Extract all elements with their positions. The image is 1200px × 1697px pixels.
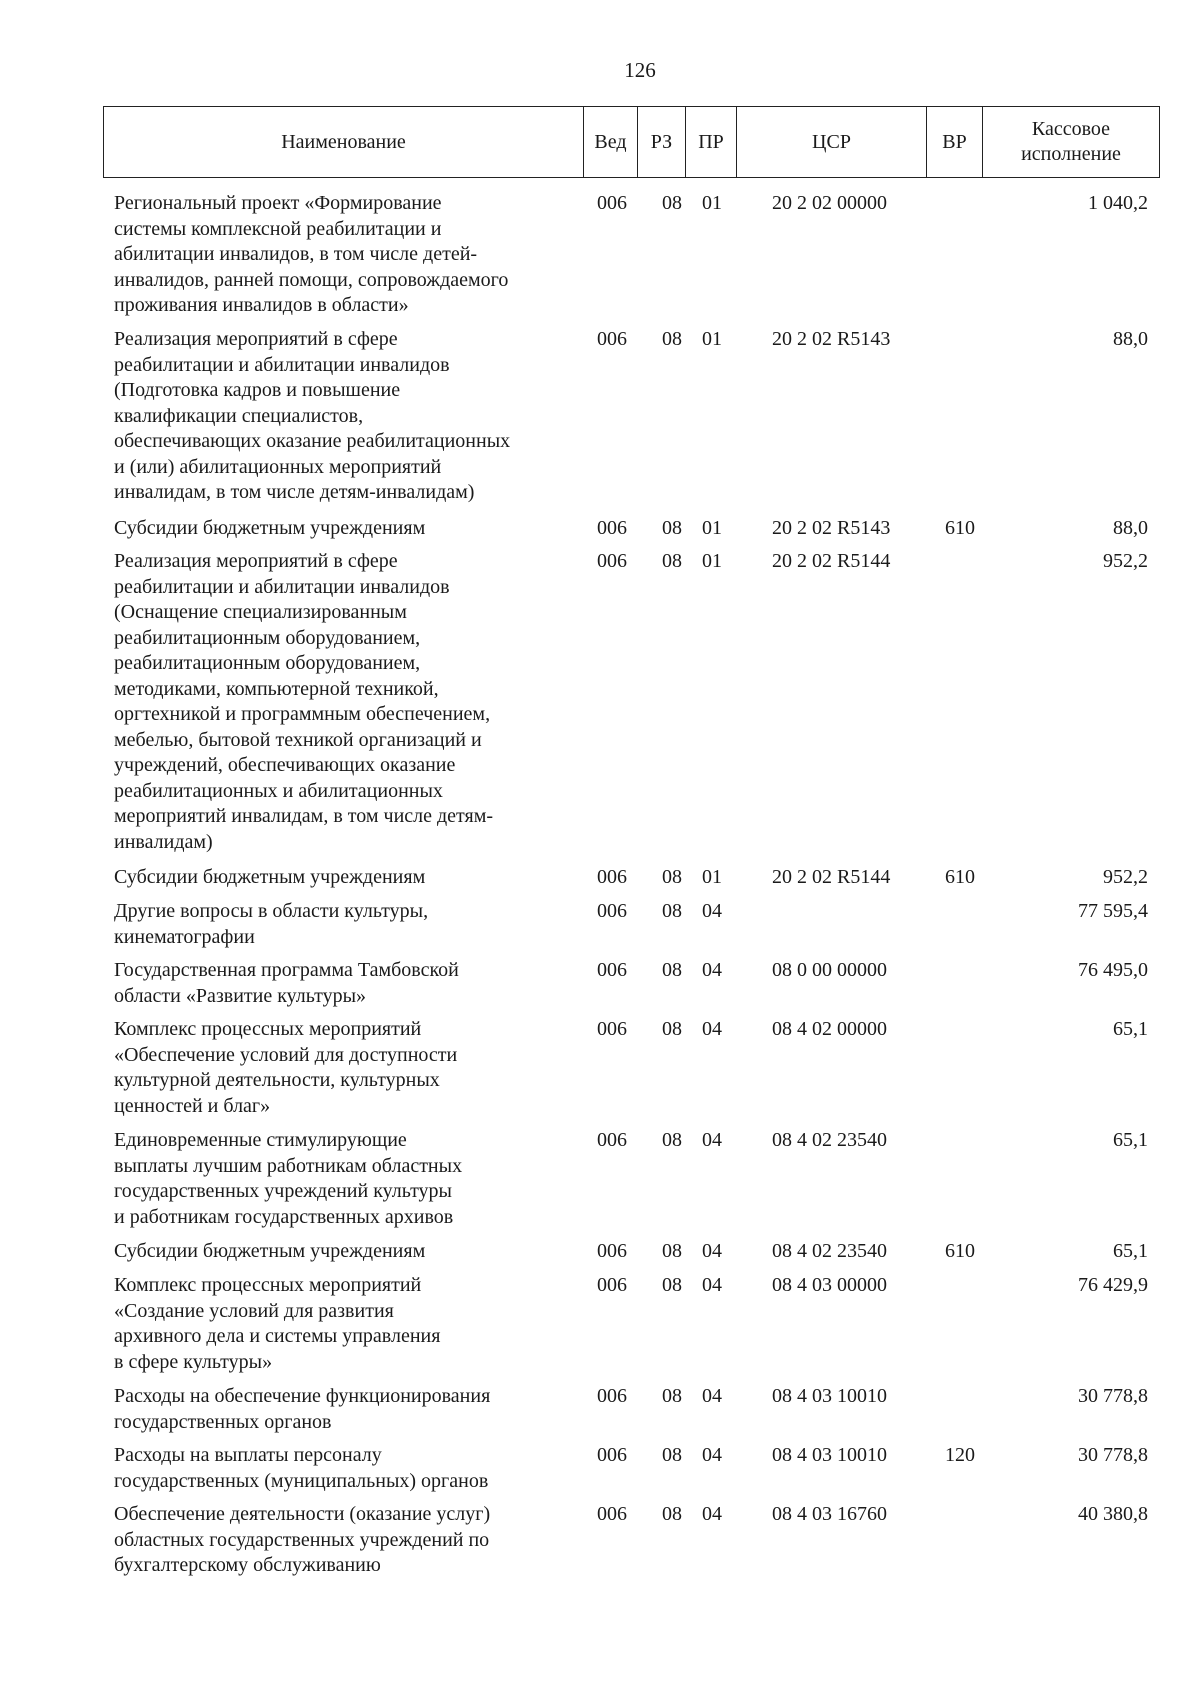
header-ved: Вед <box>584 107 638 178</box>
row-name <box>114 958 574 1009</box>
row-rz: 08 <box>662 1274 682 1296</box>
row-name-line: учреждений, обеспечивающих оказание <box>114 754 456 776</box>
row-pr: 04 <box>702 1444 722 1466</box>
row-csr: 08 0 00 00000 <box>772 959 887 981</box>
row-name <box>114 1128 574 1230</box>
row-name <box>114 1384 574 1435</box>
row-ved: 006 <box>597 900 627 922</box>
row-ved: 006 <box>597 866 627 888</box>
row-csr: 08 4 02 00000 <box>772 1018 887 1040</box>
row-name-line: (Подготовка кадров и повышение <box>114 379 401 401</box>
row-csr: 20 2 02 R5143 <box>772 517 891 539</box>
row-name-line: квалификации специалистов, <box>114 404 364 427</box>
row-amount: 1 040,2 <box>1088 192 1148 214</box>
row-name-line: реабилитации и абилитации инвалидов <box>114 575 450 598</box>
row-name-line: Единовременные стимулирующие <box>114 1129 407 1151</box>
row-name <box>114 1273 574 1375</box>
row-pr: 01 <box>702 517 722 539</box>
row-pr: 01 <box>702 866 722 888</box>
row-amount: 30 778,8 <box>1078 1444 1148 1466</box>
row-name <box>114 1443 574 1494</box>
row-name <box>114 899 574 950</box>
row-rz: 08 <box>662 1240 682 1262</box>
row-name-line: Субсидии бюджетным учреждениям <box>114 866 426 888</box>
row-name-line: архивного дела и системы управления <box>114 1325 441 1347</box>
row-ved: 006 <box>597 1018 627 1040</box>
row-name <box>114 1017 574 1119</box>
row-name-line: Субсидии бюджетным учреждениям <box>114 517 426 539</box>
row-csr: 08 4 03 10010 <box>772 1444 887 1466</box>
row-rz: 08 <box>662 1444 682 1466</box>
row-name-line: государственных учреждений культуры <box>114 1180 452 1202</box>
row-pr: 04 <box>702 1240 722 1262</box>
row-name-line: инвалидам) <box>114 830 213 853</box>
row-amount: 952,2 <box>1103 866 1148 888</box>
header-name: Наименование <box>104 107 584 178</box>
row-name-line: проживания инвалидов в области» <box>114 294 409 316</box>
page-number: 126 <box>624 58 656 82</box>
row-ved: 006 <box>597 517 627 539</box>
row-name-line: и работникам государственных архивов <box>114 1205 454 1228</box>
row-amount: 30 778,8 <box>1078 1385 1148 1407</box>
row-name-line: в сфере культуры» <box>114 1350 273 1373</box>
row-csr: 08 4 02 23540 <box>772 1240 887 1262</box>
row-name-line: «Обеспечение условий для доступности <box>114 1043 458 1066</box>
row-name-line: и (или) абилитационных мероприятий <box>114 455 442 478</box>
row-pr: 01 <box>702 550 722 572</box>
row-amount: 76 429,9 <box>1078 1274 1148 1296</box>
row-amount: 65,1 <box>1113 1129 1148 1151</box>
row-name-line: Региональный проект «Формирование <box>114 192 442 214</box>
row-name <box>114 516 574 542</box>
row-name-line: (Оснащение специализированным <box>114 601 407 623</box>
row-name <box>114 191 574 319</box>
row-name-line: обеспечивающих оказание реабилитационных <box>114 430 511 452</box>
row-name-line: Реализация мероприятий в сфере <box>114 328 398 350</box>
row-pr: 01 <box>702 328 722 350</box>
row-csr: 20 2 02 R5144 <box>772 550 891 572</box>
row-name-line: Реализация мероприятий в сфере <box>114 550 398 572</box>
row-rz: 08 <box>662 1385 682 1407</box>
row-name-line: реабилитационных и абилитационных <box>114 779 443 802</box>
row-name <box>114 1239 574 1265</box>
row-pr: 04 <box>702 900 722 922</box>
row-rz: 08 <box>662 1129 682 1151</box>
row-name-line: Комплекс процессных мероприятий <box>114 1274 422 1296</box>
row-name <box>114 865 574 891</box>
row-name-line: областных государственных учреждений по <box>114 1528 490 1551</box>
row-name-line: инвалидам, в том числе детям-инвалидам) <box>114 481 475 503</box>
row-name-line: оргтехникой и программным обеспечением, <box>114 703 491 725</box>
row-pr: 04 <box>702 959 722 981</box>
row-name-line: Комплекс процессных мероприятий <box>114 1018 422 1040</box>
row-name-line: реабилитации и абилитации инвалидов <box>114 353 450 376</box>
row-amount: 88,0 <box>1113 328 1148 350</box>
row-name-line: ценностей и благ» <box>114 1094 271 1117</box>
header-csr: ЦСР <box>737 107 927 178</box>
row-ved: 006 <box>597 959 627 981</box>
header-pr: ПР <box>686 107 737 178</box>
row-name-line: реабилитационным оборудованием, <box>114 626 421 649</box>
row-vr: 120 <box>945 1444 975 1466</box>
row-name-line: абилитации инвалидов, в том числе детей- <box>114 243 478 265</box>
row-name-line: выплаты лучшим работникам областных <box>114 1154 463 1177</box>
row-vr: 610 <box>945 517 975 539</box>
row-ved: 006 <box>597 1129 627 1151</box>
row-pr: 04 <box>702 1274 722 1296</box>
header-rz: РЗ <box>638 107 686 178</box>
row-rz: 08 <box>662 1018 682 1040</box>
row-rz: 08 <box>662 959 682 981</box>
row-ved: 006 <box>597 550 627 572</box>
row-ved: 006 <box>597 1274 627 1296</box>
row-rz: 08 <box>662 517 682 539</box>
row-name-line: Расходы на обеспечение функционирования <box>114 1385 491 1407</box>
row-rz: 08 <box>662 866 682 888</box>
row-name-line: реабилитационным оборудованием, <box>114 652 421 674</box>
row-amount: 952,2 <box>1103 550 1148 572</box>
row-ved: 006 <box>597 192 627 214</box>
row-name-line: инвалидов, ранней помощи, сопровождаемого <box>114 268 509 291</box>
row-name-line: мебелью, бытовой техникой организаций и <box>114 728 482 751</box>
row-pr: 04 <box>702 1129 722 1151</box>
row-rz: 08 <box>662 1503 682 1525</box>
row-ved: 006 <box>597 1385 627 1407</box>
row-amount: 65,1 <box>1113 1018 1148 1040</box>
row-csr: 08 4 03 10010 <box>772 1385 887 1407</box>
row-name-line: Расходы на выплаты персоналу <box>114 1444 382 1466</box>
row-name-line: кинематографии <box>114 925 255 948</box>
row-ved: 006 <box>597 1444 627 1466</box>
row-name-line: «Создание условий для развития <box>114 1299 394 1322</box>
row-name-line: системы комплексной реабилитации и <box>114 217 442 240</box>
header-amount-line1: Кассовое <box>1031 118 1111 140</box>
row-name-line: государственных органов <box>114 1410 332 1433</box>
row-csr: 20 2 02 R5144 <box>772 866 891 888</box>
row-pr: 04 <box>702 1385 722 1407</box>
row-csr: 08 4 02 23540 <box>772 1129 887 1151</box>
row-rz: 08 <box>662 192 682 214</box>
row-amount: 65,1 <box>1113 1240 1148 1262</box>
row-name-line: культурной деятельности, культурных <box>114 1069 440 1091</box>
row-ved: 006 <box>597 1240 627 1262</box>
row-name-line: мероприятий инвалидам, в том числе детям- <box>114 805 494 827</box>
row-csr: 08 4 03 00000 <box>772 1274 887 1296</box>
row-vr: 610 <box>945 866 975 888</box>
row-csr: 08 4 03 16760 <box>772 1503 887 1525</box>
row-pr: 04 <box>702 1018 722 1040</box>
row-amount: 76 495,0 <box>1078 959 1148 981</box>
row-amount: 77 595,4 <box>1078 900 1148 922</box>
row-amount: 40 380,8 <box>1078 1503 1148 1525</box>
row-name-line: государственных (муниципальных) органов <box>114 1469 489 1492</box>
row-name-line: Другие вопросы в области культуры, <box>114 900 429 922</box>
row-name-line: Обеспечение деятельности (оказание услуг) <box>114 1503 491 1525</box>
row-name-line: Государственная программа Тамбовской <box>114 959 459 981</box>
row-rz: 08 <box>662 900 682 922</box>
row-pr: 04 <box>702 1503 722 1525</box>
row-name-line: бухгалтерскому обслуживанию <box>114 1554 381 1576</box>
row-csr: 20 2 02 00000 <box>772 192 887 214</box>
row-vr: 610 <box>945 1240 975 1262</box>
row-name-line: методиками, компьютерной техникой, <box>114 677 439 700</box>
row-amount: 88,0 <box>1113 517 1148 539</box>
header-amount-line2: исполнение <box>1021 143 1121 165</box>
row-name-line: Субсидии бюджетным учреждениям <box>114 1240 426 1262</box>
row-name <box>114 549 574 855</box>
header-vr: ВР <box>927 107 983 178</box>
row-ved: 006 <box>597 1503 627 1525</box>
row-pr: 01 <box>702 192 722 214</box>
row-rz: 08 <box>662 328 682 350</box>
row-name-line: области «Развитие культуры» <box>114 984 367 1007</box>
row-ved: 006 <box>597 328 627 350</box>
row-rz: 08 <box>662 550 682 572</box>
row-name <box>114 1502 574 1579</box>
row-csr: 20 2 02 R5143 <box>772 328 891 350</box>
row-name <box>114 327 574 506</box>
